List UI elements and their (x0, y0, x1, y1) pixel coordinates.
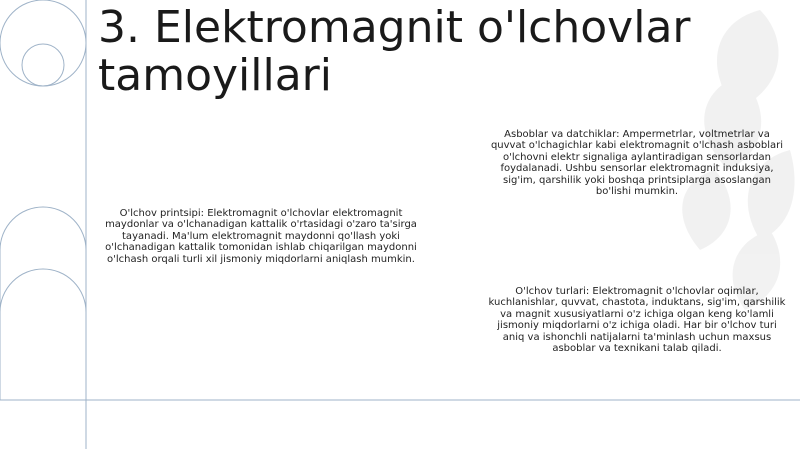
deco-circle-large (0, 0, 86, 86)
instruments-paragraph: Asboblar va datchiklar: Ampermetrlar, voltmetrlar va quvvat o'lchagichlar kabi elektromagnit o'lchash asboblari o'lchovni elektr signaliga aylantiradigan sensorlardan foydalanadi. Ushbu sensorlar elektromagnit induksiya, sig'im, qarshilik yoki boshqa printsiplarga asoslangan bo'lishi mumkin. (490, 129, 784, 198)
measurement-types-paragraph: O'lchov turlari: Elektromagnit o'lchovlar oqimlar, kuchlanishlar, quvvat, chastota, induktans, sig'im, qarshilik va magnit xususiyatlarni o'z ichiga olgan keng ko'lamli jismoniy miqdorlarni o'z ichiga oladi. Har bir o'lchov turi aniq va ishonchli natijalarni ta'minlash uchun maxsus asboblar va texnikani talab qiladi. (488, 286, 786, 355)
principle-paragraph: O'lchov printsipi: Elektromagnit o'lchovlar elektromagnit maydonlar va o'lchanadigan kattalik o'rtasidagi o'zaro ta'sirga tayanadi. Ma'lum elektromagnit maydonni qo'llash yoki o'lchanadigan kattalik tomonidan ishlab chiqarilgan maydonni o'lchash orqali turli xil jismoniy miqdorlarni aniqlash mumkin. (105, 208, 417, 265)
deco-circle-small (22, 44, 64, 86)
slide-title: 3. Elektromagnit o'lchovlar tamoyillari (98, 2, 691, 101)
deco-arch-2 (0, 269, 86, 312)
deco-arch-1 (0, 207, 86, 250)
